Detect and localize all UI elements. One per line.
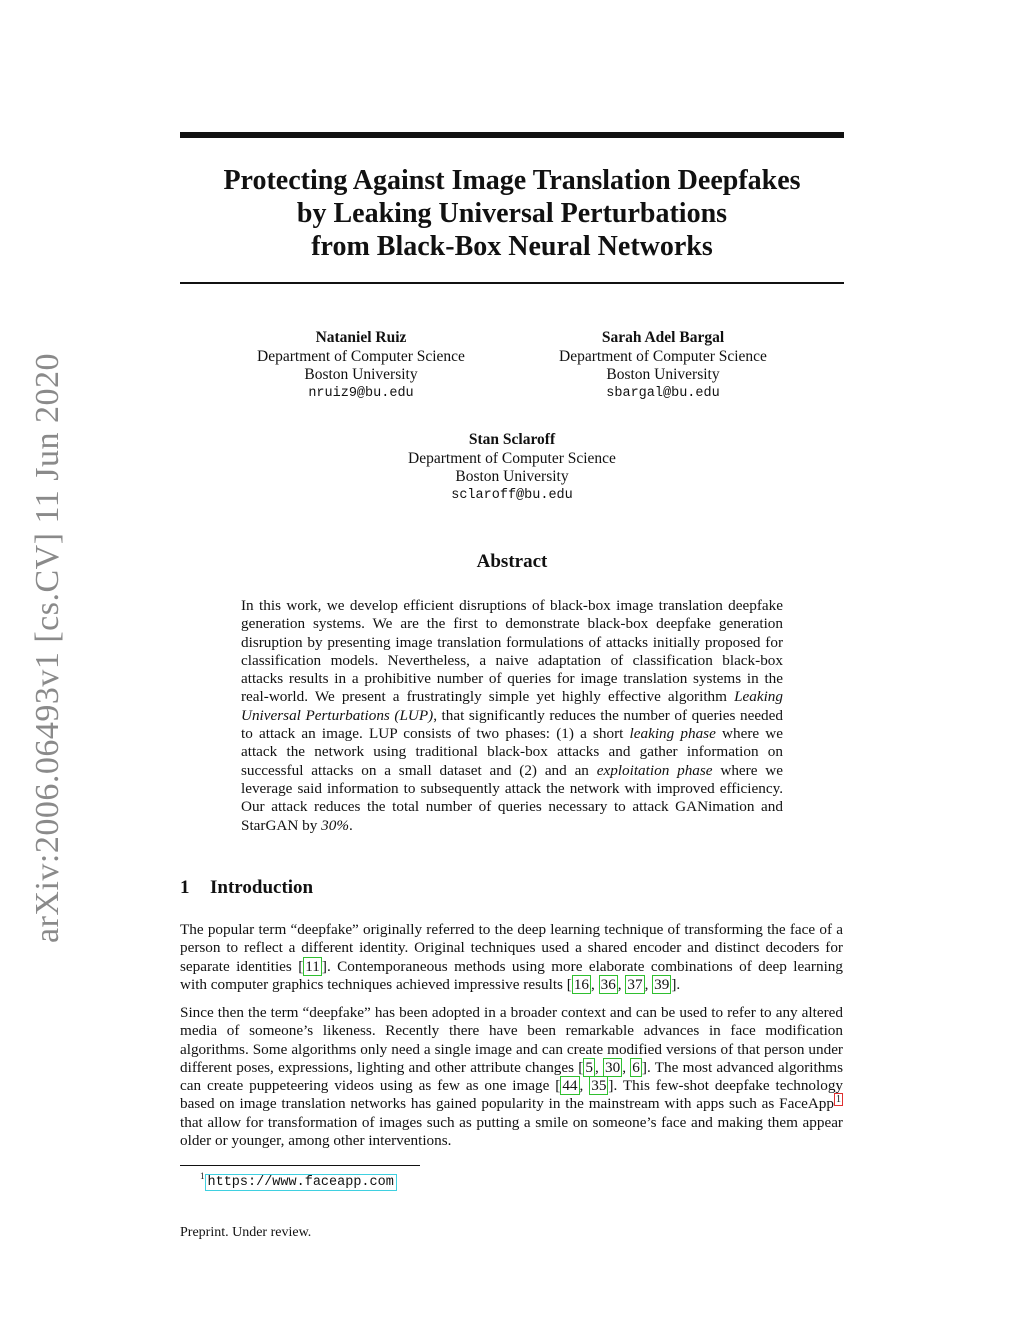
citation-link[interactable]: 39 xyxy=(654,975,670,993)
author-dept: Department of Computer Science xyxy=(408,449,616,467)
author-dept: Department of Computer Science xyxy=(559,347,767,365)
paragraph-text: ]. The most advanced algorithms can create puppeteering videos using as few as one image [ xyxy=(180,1058,844,1095)
section-heading-introduction xyxy=(180,877,313,899)
footnote xyxy=(200,1171,397,1190)
abstract-emphasis: leaking phase xyxy=(629,725,716,743)
paper-title xyxy=(180,164,844,263)
abstract-emphasis: Leaking Universal Perturbations (LUP) xyxy=(241,688,783,724)
citation-link[interactable]: 6 xyxy=(632,1058,640,1076)
author-email: sbargal@bu.edu xyxy=(606,385,720,401)
title-bottom-rule xyxy=(180,282,844,284)
abstract-text-segment: where we attack the network using traditional black-box attacks and gather information on successful attacks on a small dataset and (2) and an xyxy=(241,725,783,779)
title-line: Protecting Against Image Translation Deepfakes xyxy=(223,165,801,196)
arxiv-side-stamp: arXiv:2006.06493v1 [cs.CV] 11 Jun 2020 xyxy=(29,352,66,944)
abstract-text-segment: , that significantly reduces the number of queries needed to attack an image. LUP consists of two phases: (1) a short xyxy=(241,706,783,743)
abstract-text-segment: In this work, we develop efficient disruptions of black-box image translation deepfake generation systems. We are the first to demonstrate black-box deepfake generation disruption by presenting image translation formulations of attacks initially proposed for classification models. Nevertheless, a naive adaptation of classification black-box attacks results in a prohibitive number of queries for image translation systems in the real-world. We present a frustratingly simple yet highly effective algorithm xyxy=(241,597,783,706)
author-univ: Boston University xyxy=(455,468,569,485)
abstract-emphasis: 30% xyxy=(321,816,349,834)
section-number: 1 xyxy=(180,877,190,898)
abstract-text xyxy=(241,597,783,835)
footnote-rule xyxy=(180,1165,420,1166)
title-line: from Black-Box Neural Networks xyxy=(311,231,713,262)
preprint-note: Preprint. Under review. xyxy=(180,1225,312,1240)
citation-link[interactable]: 30 xyxy=(605,1058,621,1076)
abstract-text-segment: . xyxy=(349,816,353,834)
paragraph-text: The popular term “deepfake” originally referred to the deep learning technique of transforming the face of a person to reflect a different identity. Original techniques used a shared encoder and distinct decoders for separate identities [ xyxy=(180,921,843,975)
footnote-url-link[interactable]: https://www.faceapp.com xyxy=(205,1174,397,1191)
abstract-emphasis: exploitation phase xyxy=(596,761,713,779)
paragraph-text: ]. This few-shot deepfake technology based on image translation networks has gained popularity in the mainstream with apps such as FaceApp xyxy=(180,1077,844,1113)
author-block-ruiz xyxy=(221,329,501,403)
author-name: Nataniel Ruiz xyxy=(315,329,407,346)
citation-link[interactable]: 16 xyxy=(573,975,589,993)
section-title: Introduction xyxy=(210,877,314,898)
paragraph-text: that allow for transformation of images such as putting a smile on someone’s face and making them appear older or younger, among other interventions. xyxy=(180,1113,843,1150)
author-block-sclaroff xyxy=(372,431,652,505)
title-line: by Leaking Universal Perturbations xyxy=(296,198,728,229)
footnote-reference-link[interactable]: 1 xyxy=(836,1094,841,1106)
paragraph-text: ]. Contemporaneous methods using more elaborate combinations of deep learning with computer graphics techniques achieved impressive results [ xyxy=(180,957,843,993)
author-block-bargal xyxy=(523,329,803,403)
paragraph-text: ]. xyxy=(671,975,681,993)
author-name: Stan Sclaroff xyxy=(468,431,556,448)
citation-link[interactable]: 36 xyxy=(600,975,616,993)
author-email: sclaroff@bu.edu xyxy=(451,487,573,503)
author-univ: Boston University xyxy=(606,366,720,383)
author-univ: Boston University xyxy=(304,366,418,383)
citation-link[interactable]: 35 xyxy=(591,1077,607,1095)
author-dept: Department of Computer Science xyxy=(257,347,465,365)
intro-paragraph-1: The popular term “deepfake” originally referred to the deep learning technique of transforming the face of a person to reflect a different identity. Original techniques used a shared encoder and distinct decoders for separate identities [ 11 ]. Contemporaneous methods using more elaborate combinations of deep learning with computer graphics techniques achieved impressive results [ 16 , 36 , 37 , 39 ]. xyxy=(180,921,843,993)
title-top-rule xyxy=(180,132,844,138)
intro-paragraph-2: Since then the term “deepfake” has been adopted in a broader context and can be used to refer to any altered media of someone’s likeness. Recently there have been remarkable advances in face modification algorithms. Some algorithms only need a single image and can create modified versions of that person under different poses, expressions, lighting and other attribute changes [ 5 , 30 , 6 ]. The most advanced algorithms can create puppeteering videos using as few as one image [ 44 , 35 ]. This few-shot deepfake technology based on image translation networks has gained popularity in the mainstream with apps such as FaceApp $^1$ that allow for transformation of images such as putting a smile on someone’s face and making them appear older or younger, among other interventions. xyxy=(180,1004,844,1150)
citation-link[interactable]: 44 xyxy=(562,1077,578,1095)
author-name: Sarah Adel Bargal xyxy=(601,329,725,346)
citation-link[interactable]: 37 xyxy=(627,975,643,993)
citation-link[interactable]: 5 xyxy=(585,1058,593,1076)
paragraph-text: Since then the term “deepfake” has been adopted in a broader context and can be used to refer to any altered media of someone’s likeness. Recently there have been remarkable advances in face modification algorithms. Some algorithms only need a single image and can create modified versions of that person under different poses, expressions, lighting and other attribute changes [ xyxy=(180,1004,843,1076)
abstract-heading: Abstract xyxy=(476,551,548,572)
abstract-text-segment: where we leverage said information to subsequently attack the network with improved efficiency. Our attack reduces the total number of queries necessary to attack GANimation and StarGAN by xyxy=(241,761,784,834)
author-email: nruiz9@bu.edu xyxy=(308,385,414,401)
citation-link[interactable]: 11 xyxy=(305,957,320,975)
footnote-mark: 1 xyxy=(200,1171,205,1181)
